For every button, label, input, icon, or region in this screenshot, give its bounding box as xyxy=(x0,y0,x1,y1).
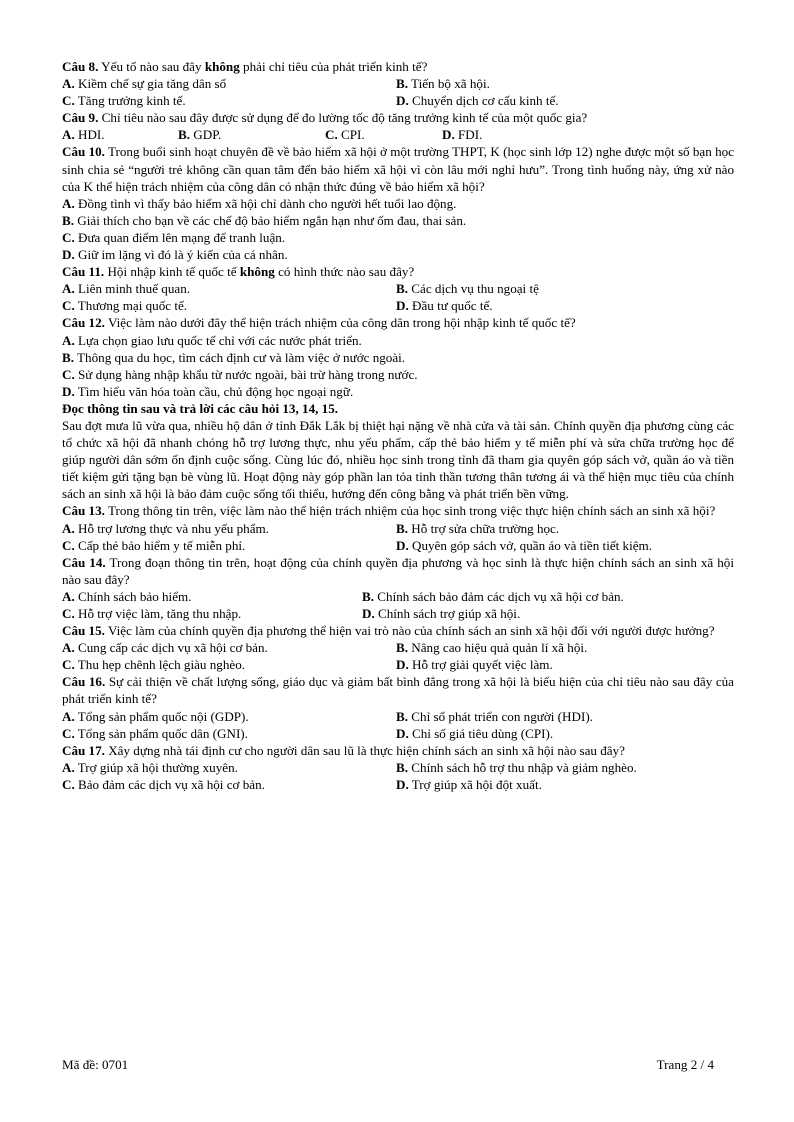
question-14: Câu 14. Trong đoạn thông tin trên, hoạt động của chính quyền địa phương và học sinh là thực hiện chính sách an sinh xã hội nào sau đây? xyxy=(62,554,734,587)
option-c: C. Tăng trưởng kinh tế. xyxy=(62,93,186,109)
page-footer xyxy=(62,1057,714,1073)
option-d: D. Giữ im lặng vì đó là ý kiến của cá nhân. xyxy=(62,247,288,263)
question-16-options-row-2 xyxy=(62,725,734,742)
question-16-options-row-1 xyxy=(62,708,734,725)
option-b: B. GDP. xyxy=(178,127,222,143)
option-d: D. Chính sách trợ giúp xã hội. xyxy=(362,606,521,621)
option-a: A. Đồng tình vì thấy bảo hiểm xã hội chỉ dành cho người hết tuổi lao động. xyxy=(62,195,457,211)
option-b: B. Thông qua du học, tìm cách định cư và làm việc ở nước ngoài. xyxy=(62,349,406,365)
option-c: C. Thương mại quốc tế. xyxy=(62,298,188,314)
option-d: D. Chỉ số giá tiêu dùng (CPI). xyxy=(396,725,554,741)
question-9-options xyxy=(62,126,734,143)
question-15: Câu 15. Việc làm của chính quyền địa phương thể hiện vai trò nào của chính sách an sinh xã hội đối với người được hưởng? xyxy=(62,623,715,639)
question-13-options-row-1 xyxy=(62,520,734,537)
option-b: B. Chính sách hỗ trợ thu nhập và giảm nghèo. xyxy=(396,759,637,775)
option-b: B. Tiến bộ xã hội. xyxy=(396,76,490,92)
question-14-options-row-1 xyxy=(62,588,734,605)
option-d: D. Hỗ trợ giải quyết việc làm. xyxy=(396,657,553,673)
reading-heading: Đọc thông tin sau và trả lời các câu hỏi 13, 14, 15. xyxy=(62,400,339,416)
question-11-options-row-2 xyxy=(62,297,734,314)
option-a: A. Chính sách bảo hiểm. xyxy=(62,588,192,604)
option-b: B. Nâng cao hiệu quả quản lí xã hội. xyxy=(396,640,588,656)
option-d: D. Đầu tư quốc tế. xyxy=(396,298,493,314)
option-d: D. Trợ giúp xã hội đột xuất. xyxy=(396,776,542,792)
question-17-options-row-2 xyxy=(62,776,734,793)
question-17-options-row-1 xyxy=(62,759,734,776)
option-b: B. Giải thích cho bạn về các chế độ bảo hiểm ngắn hạn như ốm đau, thai sản. xyxy=(62,212,467,228)
option-b: B. Chính sách bảo đảm các dịch vụ xã hội cơ bản. xyxy=(362,588,624,604)
question-8-options-row-2 xyxy=(62,92,734,109)
exam-page xyxy=(62,58,734,793)
question-17: Câu 17. Xây dựng nhà tái định cư cho người dân sau lũ là thực hiện chính sách an sinh xã hội nào sau đây? xyxy=(62,742,625,758)
option-a: A. Trợ giúp xã hội thường xuyên. xyxy=(62,759,238,775)
option-c: C. Bảo đảm các dịch vụ xã hội cơ bản. xyxy=(62,776,265,792)
question-15-options-row-1 xyxy=(62,639,734,656)
option-b: B. Chỉ số phát triển con người (HDI). xyxy=(396,708,593,724)
option-c: C. Sử dụng hàng nhập khẩu từ nước ngoài, bài trừ hàng trong nước. xyxy=(62,366,418,382)
option-c: C. Cấp thẻ bảo hiểm y tế miễn phí. xyxy=(62,537,246,553)
question-8: Câu 8. Yếu tố nào sau đây không phải chỉ tiêu của phát triển kinh tế? xyxy=(62,59,428,74)
option-c: C. Hỗ trợ việc làm, tăng thu nhập. xyxy=(62,606,242,621)
question-16: Câu 16. Sự cải thiện về chất lượng sống, giáo dục và giảm bất bình đẳng trong xã hội là biểu hiện của chỉ tiêu nào sau đây của phát triển kinh tế? xyxy=(62,674,734,707)
option-c: C. Thu hẹp chênh lệch giàu nghèo. xyxy=(62,657,246,673)
option-b: B. Các dịch vụ thu ngoại tệ xyxy=(396,281,539,297)
option-b: B. Hỗ trợ sửa chữa trường học. xyxy=(396,520,560,536)
question-10: Câu 10. Trong buổi sinh hoạt chuyên đề về bảo hiểm xã hội ở một trường THPT, K (học sinh lớp 12) nghe được một số bạn học sinh chia sẻ “người trẻ không cần quan tâm đến bảo hiểm xã hội vì còn lâu mới nghỉ hưu”. Trong tình huống này, ứng xử nào của K thể hiện trách nhiệm của công dân có nhận thức đúng về bảo hiểm xã hội? xyxy=(62,144,734,194)
option-d: D. Quyên góp sách vở, quần áo và tiền tiết kiệm. xyxy=(396,537,653,553)
question-11: Câu 11. Hội nhập kinh tế quốc tế không có hình thức nào sau đây? xyxy=(62,264,415,280)
question-11-options-row-1 xyxy=(62,280,734,297)
option-c: C. Tổng sản phẩm quốc dân (GNI). xyxy=(62,725,248,741)
option-a: A. HDI. xyxy=(62,127,105,143)
option-a: A. Kiềm chế sự gia tăng dân số xyxy=(62,76,227,92)
question-9: Câu 9. Chỉ tiêu nào sau đây được sử dụng để đo lường tốc độ tăng trưởng kinh tế của một quốc gia? xyxy=(62,110,588,126)
question-13: Câu 13. Trong thông tin trên, việc làm nào thể hiện trách nhiệm của học sinh trong việc thực hiện chính sách an sinh xã hội? xyxy=(62,503,716,519)
option-d: D. Chuyển dịch cơ cấu kinh tế. xyxy=(396,93,559,109)
option-d: D. FDI. xyxy=(442,127,483,143)
option-c: C. CPI. xyxy=(325,127,365,143)
option-a: A. Tổng sản phẩm quốc nội (GDP). xyxy=(62,708,249,724)
option-a: A. Lựa chọn giao lưu quốc tế chỉ với các nước phát triển. xyxy=(62,332,362,348)
question-8-options-row-1 xyxy=(62,75,734,92)
reading-passage: Sau đợt mưa lũ vừa qua, nhiều hộ dân ở tỉnh Đắk Lắk bị thiệt hại nặng về nhà cửa và tài sản. Chính quyền địa phương cùng các tổ chức xã hội đã nhanh chóng hỗ trợ lương thực, nhu yếu phẩm, cấp thẻ bảo hiểm y tế miễn phí và sửa chữa trường học để giúp người dân sớm ổn định cuộc sống. Cùng lúc đó, nhiều học sinh trong tỉnh đã tham gia quyên góp sách vở, quần áo và tiền tiết kiệm gửi tặng bạn bè vùng lũ. Hoạt động này góp phần lan tỏa tinh thần tương thân tương ái và thể hiện mục tiêu của chính sách an sinh xã hội là bảo đảm cuộc sống tối thiểu, hướng đến công bằng và phát triển bền vững. xyxy=(62,417,734,502)
question-12: Câu 12. Việc làm nào dưới đây thể hiện trách nhiệm của công dân trong hội nhập kinh tế quốc tế? xyxy=(62,315,576,331)
option-c: C. Đưa quan điểm lên mạng để tranh luận. xyxy=(62,229,286,245)
option-d: D. Tìm hiểu văn hóa toàn cầu, chủ động học ngoại ngữ. xyxy=(62,383,354,399)
option-a: A. Hỗ trợ lương thực và nhu yếu phẩm. xyxy=(62,520,269,536)
question-13-options-row-2 xyxy=(62,537,734,554)
exam-code: Mã đề: 0701 xyxy=(62,1057,129,1072)
option-a: A. Cung cấp các dịch vụ xã hội cơ bản. xyxy=(62,640,268,656)
page-number: Trang 2 / 4 xyxy=(656,1057,714,1072)
question-14-options-row-2 xyxy=(62,605,734,622)
question-15-options-row-2 xyxy=(62,656,734,673)
option-a: A. Liên minh thuế quan. xyxy=(62,281,191,297)
